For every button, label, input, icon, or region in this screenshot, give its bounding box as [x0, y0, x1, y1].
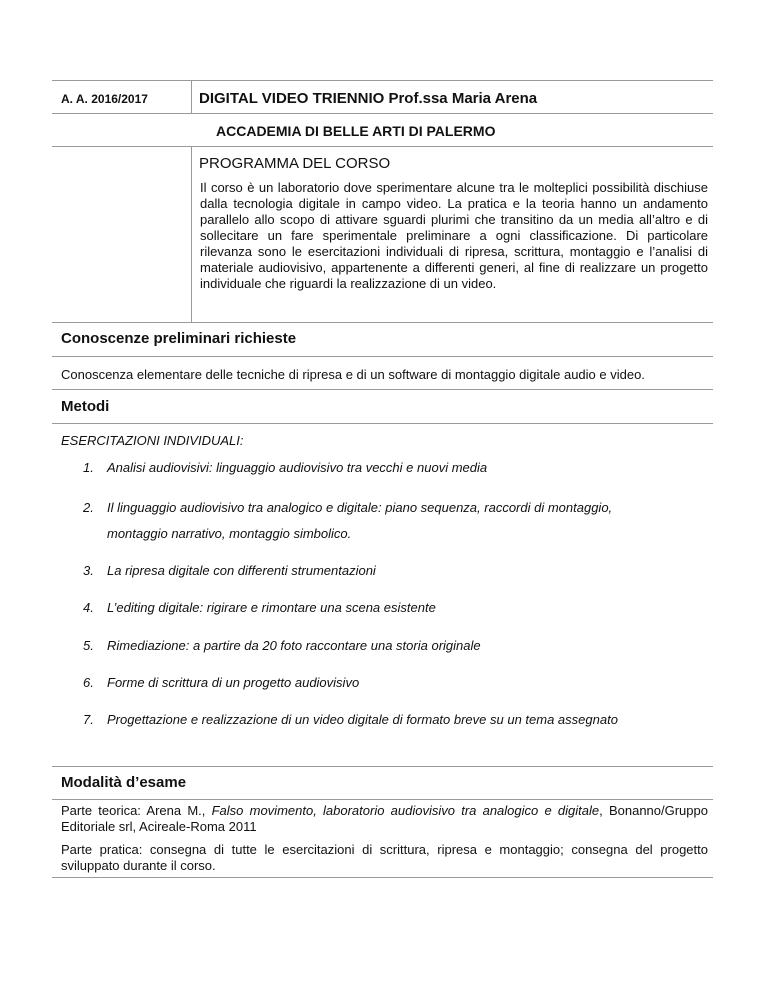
column-divider	[191, 80, 192, 113]
teorica-suffix: , Bonanno/Gruppo Editoriale srl, Acireale-Roma 2011	[61, 803, 708, 834]
list-item	[83, 460, 487, 475]
metodi-title: Metodi	[61, 398, 110, 415]
rule	[52, 113, 713, 114]
programma-text: Il corso è un laboratorio dove sperimentare alcune tra le molteplici possibilità dischiuse dalla tecnologia digitale in campo video. La pratica e la teoria hanno un andamento parallelo allo scopo di attivare sguardi plurimi che transitino da un media all’altro e di sollecitare un fare sperimentale preliminare a ogni classificazione. Di particolare rilevanza sono le esercitazioni individuali di ripresa, scrittura, montaggio e l’analisi di materiale audiovisivo, appartenente a differenti generi, al fine di realizzare un progetto individuale che riguardi la realizzazione di un video.	[200, 180, 708, 291]
item-number: 6.	[83, 675, 94, 690]
item-number: 1.	[83, 460, 94, 475]
list-item-continuation: montaggio narrativo, montaggio simbolico.	[107, 526, 352, 541]
list-item	[83, 600, 436, 615]
list-item	[83, 638, 481, 653]
item-number: 4.	[83, 600, 94, 615]
item-text: Il linguaggio audiovisivo tra analogico e digitale: piano sequenza, raccordi di montaggio,	[107, 500, 613, 515]
rule	[52, 80, 713, 81]
esame-teorica	[61, 803, 708, 835]
list-item	[83, 563, 376, 578]
book-title: Falso movimento, laboratorio audiovisivo tra analogico e digitale	[211, 803, 600, 818]
rule	[52, 799, 713, 800]
programma-title: PROGRAMMA DEL CORSO	[199, 155, 391, 172]
list-item	[83, 675, 359, 690]
esame-pratica: Parte pratica: consegna di tutte le esercitazioni di scrittura, ripresa e montaggio; consegna del progetto sviluppato durante il corso.	[61, 842, 708, 873]
item-text: Progettazione e realizzazione di un video digitale di formato breve su un tema assegnato	[107, 712, 618, 727]
course-title: DIGITAL VIDEO TRIENNIO Prof.ssa Maria Arena	[199, 90, 538, 107]
item-number: 2.	[83, 500, 94, 515]
item-text: La ripresa digitale con differenti strumentazioni	[107, 563, 376, 578]
item-number: 3.	[83, 563, 94, 578]
conoscenze-text: Conoscenza elementare delle tecniche di ripresa e di un software di montaggio digitale audio e video.	[61, 367, 645, 382]
list-item	[83, 500, 612, 515]
rule	[52, 322, 713, 323]
rule	[52, 356, 713, 357]
teorica-prefix: Parte teorica: Arena M.,	[61, 803, 212, 818]
rule	[52, 766, 713, 767]
column-divider	[191, 146, 192, 322]
item-text: Forme di scrittura di un progetto audiovisivo	[107, 675, 360, 690]
rule	[52, 877, 713, 878]
rule	[52, 423, 713, 424]
list-item	[83, 712, 618, 727]
metodi-subtitle: ESERCITAZIONI INDIVIDUALI:	[61, 433, 244, 448]
rule	[52, 146, 713, 147]
item-text: Analisi audiovisivi: linguaggio audiovisivo tra vecchi e nuovi media	[107, 460, 488, 475]
conoscenze-title: Conoscenze preliminari richieste	[61, 330, 297, 347]
rule	[52, 389, 713, 390]
item-number: 5.	[83, 638, 94, 653]
item-text: L’editing digitale: rigirare e rimontare una scena esistente	[107, 600, 436, 615]
item-number: 7.	[83, 712, 94, 727]
institution-name: ACCADEMIA DI BELLE ARTI DI PALERMO	[216, 123, 496, 139]
academic-year: A. A. 2016/2017	[61, 92, 148, 106]
esame-title: Modalità d’esame	[61, 774, 187, 791]
item-text: Rimediazione: a partire da 20 foto raccontare una storia originale	[107, 638, 481, 653]
